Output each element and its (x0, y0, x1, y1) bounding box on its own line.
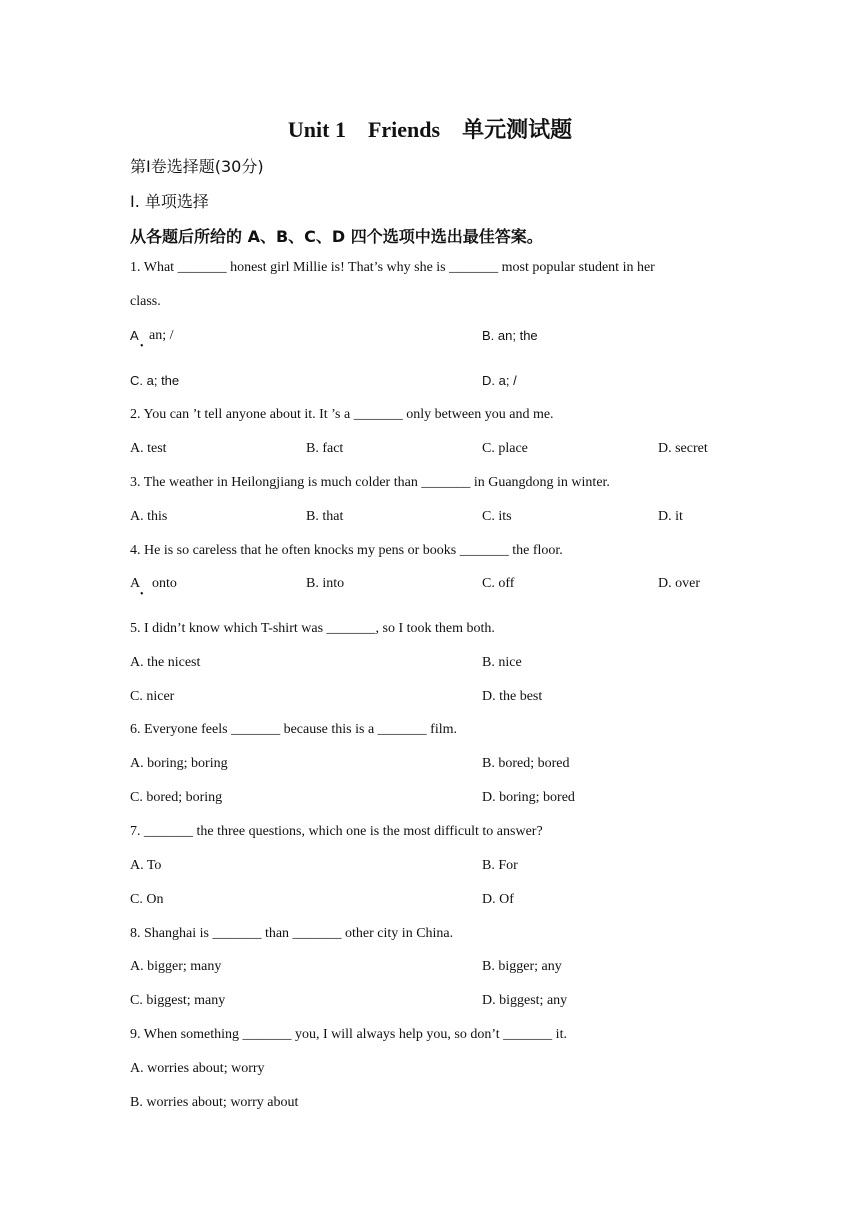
question-6-option-c: C. bored; boring (130, 790, 223, 805)
question-5-option-c: C. nicer (130, 689, 175, 704)
question-2-text: 2. You can ’t tell anyone about it. It ’s a _______ only between you and me. (130, 407, 554, 422)
question-7-option-d: D. Of (482, 892, 514, 907)
question-9-text: 9. When something _______ you, I will always help you, so don’t _______ it. (130, 1027, 567, 1042)
question-6-option-a: A. boring; boring (130, 756, 228, 771)
question-8-text: 8. Shanghai is _______ than _______ other city in China. (130, 926, 454, 941)
question-8-option-b: B. bigger; any (482, 959, 562, 974)
question-1-option-c: C. a; the (130, 373, 180, 388)
question-3-option-a: A. this (130, 509, 168, 524)
question-1-text-cont: class. (130, 294, 161, 309)
question-8-option-d: D. biggest; any (482, 993, 568, 1008)
question-5-option-b: B. nice (482, 655, 522, 670)
question-4-option-a: onto (152, 576, 177, 591)
part-heading: 第Ⅰ卷选择题(30分) (130, 157, 264, 176)
question-9-option-a: A. worries about; worry (130, 1061, 265, 1076)
question-4-option-b: B. into (306, 576, 345, 591)
question-2-option-c: C. place (482, 441, 528, 456)
question-1-text: 1. What _______ honest girl Millie is! That’s why she is _______ most popular student in her (130, 260, 655, 275)
section-heading: Ⅰ. 单项选择 (130, 192, 209, 211)
question-1-option-d: D. a; / (482, 373, 517, 388)
question-5-text: 5. I didn’t know which T-shirt was _______, so I took them both. (130, 621, 495, 636)
question-3-option-d: D. it (658, 509, 683, 524)
question-4-option-c: C. off (482, 576, 515, 591)
question-3-text: 3. The weather in Heilongjiang is much colder than _______ in Guangdong in winter. (130, 475, 610, 490)
question-7-option-c: C. On (130, 892, 164, 907)
bullet-dot-icon: • (140, 341, 144, 352)
question-3-option-b: B. that (306, 509, 344, 524)
question-5-option-a: A. the nicest (130, 655, 201, 670)
question-7-option-b: B. For (482, 858, 518, 873)
question-4-option-a-letter: A (130, 576, 141, 591)
question-2-option-a: A. test (130, 441, 167, 456)
question-1-option-b: B. an; the (482, 328, 538, 343)
question-4-option-d: D. over (658, 576, 700, 591)
question-3-option-c: C. its (482, 509, 512, 524)
question-1-option-a: an; / (149, 328, 174, 343)
question-5-option-d: D. the best (482, 689, 543, 704)
question-2-option-b: B. fact (306, 441, 344, 456)
question-7-text: 7. _______ the three questions, which one is the most difficult to answer? (130, 824, 543, 839)
question-6-option-b: B. bored; bored (482, 756, 570, 771)
question-1-option-a-letter: A (130, 328, 139, 343)
question-2-option-d: D. secret (658, 441, 708, 456)
question-8-option-c: C. biggest; many (130, 993, 226, 1008)
page-title: Unit 1 Friends 单元测试题 (287, 117, 573, 142)
question-7-option-a: A. To (130, 858, 162, 873)
instruction: 从各题后所给的 A、B、C、D 四个选项中选出最佳答案。 (130, 227, 543, 246)
bullet-dot-icon: • (140, 589, 144, 600)
question-6-option-d: D. boring; bored (482, 790, 575, 805)
question-8-option-a: A. bigger; many (130, 959, 222, 974)
question-4-text: 4. He is so careless that he often knocks my pens or books _______ the floor. (130, 543, 563, 558)
question-6-text: 6. Everyone feels _______ because this is a _______ film. (130, 722, 457, 737)
question-9-option-b: B. worries about; worry about (130, 1095, 299, 1110)
